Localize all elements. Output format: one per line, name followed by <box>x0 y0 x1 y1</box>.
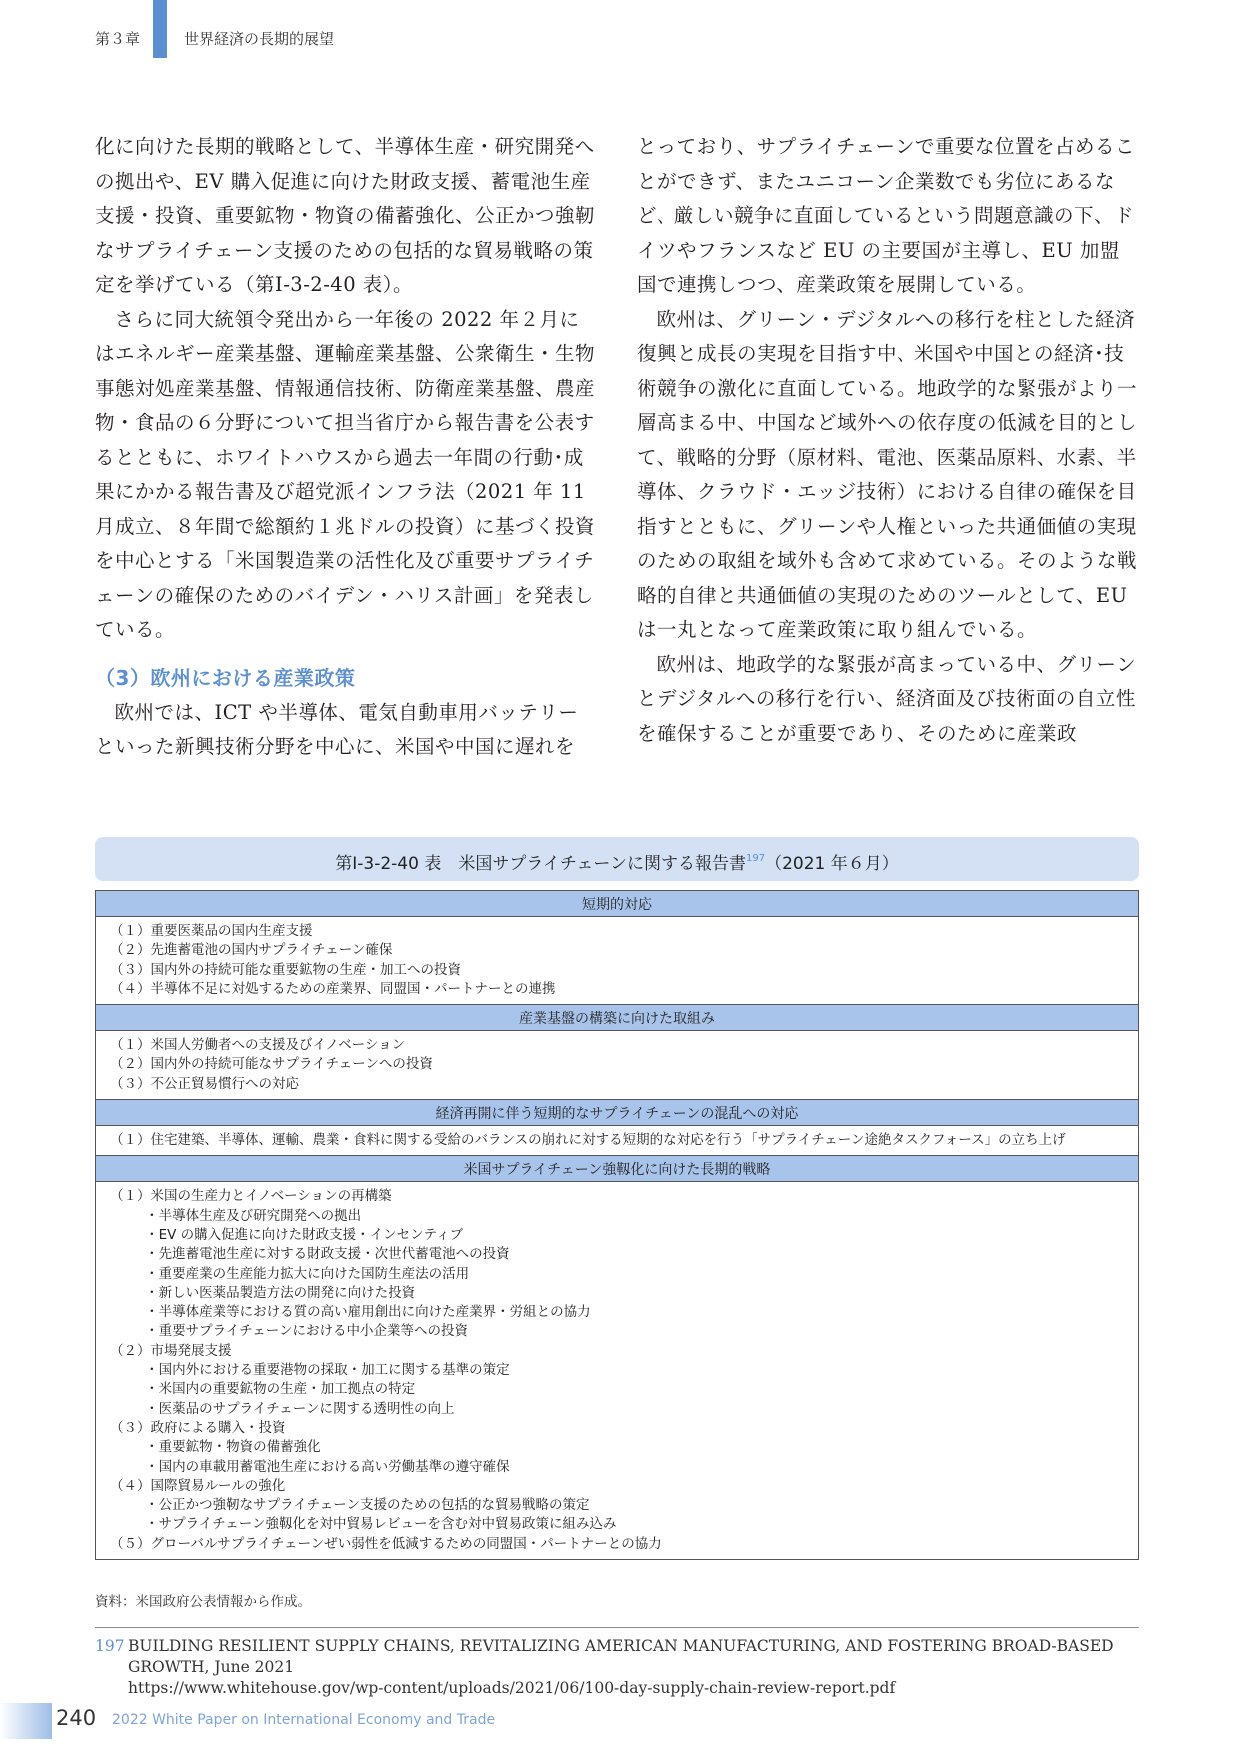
page-header <box>0 0 1241 62</box>
table-section-body <box>96 1126 1139 1156</box>
table-sub-item: ・公正かつ強靭なサプライチェーン支援のための包括的な貿易戦略の策定 <box>145 1497 590 1514</box>
page-number-band <box>0 1703 52 1739</box>
table-title <box>95 837 1139 881</box>
table-section-header: 経済再開に伴う短期的なサプライチェーンの混乱への対応 <box>96 1100 1139 1126</box>
body-column-left <box>95 130 595 765</box>
table-item: （１）重要医薬品の国内生産支援 <box>110 923 313 939</box>
chapter-title: 世界経済の長期的展望 <box>184 30 335 48</box>
table-section-header-row <box>96 891 1139 917</box>
table-sub-item: ・医薬品のサプライチェーンに関する透明性の向上 <box>145 1400 455 1417</box>
table-section-header-row <box>96 1156 1139 1182</box>
table-section-body-row <box>96 917 1139 1005</box>
table-section-body-row <box>96 1182 1139 1560</box>
table-item: （２）先進蓄電池の国内サプライチェーン確保 <box>110 942 393 959</box>
page-number: 240 <box>56 1706 97 1730</box>
body-paragraph: とっており、サプライチェーンで重要な位置を占めることができず、またユニコーン企業数でも劣位にあるなど､ 厳しい競争に直面しているという問題意識の下、ドイツやフランスなど EU の主要国が主導し、EU 加盟国で連携しつつ、産業政策を展開している。 <box>637 135 1136 296</box>
table-sub-item: ・重要鉱物・物資の備蓄強化 <box>145 1439 321 1456</box>
table-source-note: 資料：米国政府公表情報から作成。 <box>95 1594 311 1610</box>
table-title-date: （2021 年６月） <box>765 854 899 874</box>
table-sub-item: ・新しい医薬品製造方法の開発に向けた投資 <box>145 1284 416 1301</box>
body-column-right <box>637 130 1137 751</box>
table-item: （１）米国の生産力とイノベーションの再構築 <box>110 1188 392 1205</box>
table-item: （４）国際貿易ルールの強化 <box>110 1477 286 1494</box>
body-paragraph: 化に向けた長期的戦略として、半導体生産・研究開発への拠出や、EV 購入促進に向けた財政支援、蓄電池生産支援・投資、重要鉱物・物資の備蓄強化、公正かつ強靭なサプライチェーン支援のための包括的な貿易戦略の策定を挙げている（第Ⅰ-3-2-40 表）。 <box>95 135 596 296</box>
footnote-reference[interactable]: 197 <box>745 853 766 864</box>
table-section-header-row <box>96 1005 1139 1031</box>
table-section-body-row <box>96 1126 1139 1156</box>
table-sub-item: ・国内の車載用蓄電池生産における高い労働基準の遵守確保 <box>145 1458 510 1475</box>
table-sub-item: ・EV の購入促進に向けた財政支援・インセンティブ <box>145 1226 464 1243</box>
table-item: （１）住宅建築、半導体、運輸、農業・食料に関する受給のバランスの崩れに対する短期的な対応を行う「サプライチェーン途絶タスクフォース」の立ち上げ <box>110 1132 1066 1149</box>
table-sub-item: ・半導体産業等における質の高い雇用創出に向けた産業界・労組との協力 <box>145 1304 591 1321</box>
table-section-header: 米国サプライチェーン強靱化に向けた長期的戦略 <box>96 1156 1139 1182</box>
footnote-citation: BUILDING RESILIENT SUPPLY CHAINS, REVITALIZING AMERICAN MANUFACTURING, AND FOSTERING BROAD-BASED GROWTH, June 2021 <box>128 1637 1114 1676</box>
table-section-header-row <box>96 1100 1139 1126</box>
footer-title: 2022 White Paper on International Economy and Trade <box>112 1712 496 1728</box>
table-item: （１）米国人労働者への支援及びイノベーション <box>110 1037 406 1054</box>
table-sub-item: ・米国内の重要鉱物の生産・加工拠点の特定 <box>145 1381 416 1398</box>
body-paragraph: 欧州は、グリーン・デジタルへの移行を柱とした経済復興と成長の実現を目指す中､ 米国や中国との経済･技術競争の激化に直面している。地政学的な緊張がより一層高まる中、中国など域外への依存度の低減を目的として、戦略的分野（原材料、電池、医薬品原料、水素、半導体、クラウド・エッジ技術）における自律の確保を目指すとともに、グリーンや人権といった共通価値の実現のための取組を域外も含めて求めている。そのような戦略的自律と共通価値の実現のためのツールとして、EU は一丸となって産業政策に取り組んでいる。 <box>637 307 1138 641</box>
footnote-url[interactable]: https://www.whitehouse.gov/wp-content/uploads/2021/06/100-day-supply-chain-review-report.pdf <box>128 1679 896 1697</box>
table-title-text: 第Ⅰ-3-2-40 表 米国サプライチェーンに関する報告書 <box>335 854 746 874</box>
table-item: （４）半導体不足に対処するための産業界、同盟国・パートナーとの連携 <box>110 980 556 997</box>
table-sub-item: ・半導体生産及び研究開発への拠出 <box>145 1207 362 1224</box>
table-section-body <box>96 1182 1139 1560</box>
table-sub-item: ・国内外における重要港物の採取・加工に関する基準の策定 <box>145 1362 510 1379</box>
footnote-number: 197 <box>95 1637 125 1655</box>
body-paragraph: さらに同大統領令発出から一年後の 2022 年２月にはエネルギー産業基盤、運輸産業基盤、公衆衛生・生物事態対処産業基盤、情報通信技術、防衛産業基盤、農産物・食品の６分野について担当省庁から報告書を公表するとともに、ホワイトハウスから過去一年間の行動･成果にかかる報告書及び超党派インフラ法（2021 年 11 月成立、８年間で総額約１兆ドルの投資）に基づく投資を中心とする「米国製造業の活性化及び重要サプライチェーンの確保のためのバイデン・ハリス計画」を発表している。 <box>95 307 596 641</box>
table-item: （２）国内外の持続可能なサプライチェーンへの投資 <box>110 1056 433 1073</box>
table-sub-item: ・サプライチェーン強靱化を対中貿易レビューを含む対中貿易政策に組み込み <box>145 1516 617 1533</box>
section-heading: （3）欧州における産業政策 <box>95 665 356 690</box>
table-section-body <box>96 1031 1139 1100</box>
table-section-body <box>96 917 1139 1005</box>
table-item: （２）市場発展支援 <box>110 1342 232 1359</box>
table-item: （５）グローバルサプライチェーンぜい弱性を低減するための同盟国・パートナーとの協力 <box>110 1535 662 1552</box>
table-item: （３）国内外の持続可能な重要鉱物の生産・加工への投資 <box>110 961 461 978</box>
chapter-label: 第３章 <box>95 30 141 48</box>
table-sub-item: ・重要産業の生産能力拡大に向けた国防生産法の活用 <box>145 1265 470 1282</box>
table-item: （３）政府による購入・投資 <box>110 1419 286 1436</box>
table-sub-item: ・重要サプライチェーンにおける中小企業等への投資 <box>145 1323 469 1340</box>
table-section-header: 産業基盤の構築に向けた取組み <box>96 1005 1139 1031</box>
table-section-body-row <box>96 1031 1139 1100</box>
report-table <box>95 890 1139 1560</box>
body-paragraph: 欧州は、地政学的な緊張が高まっている中、グリーンとデジタルへの移行を行い、経済面及び技術面の自立性を確保することが重要であり、そのために産業政 <box>637 652 1137 745</box>
footnote <box>95 1636 1139 1699</box>
footnote-divider <box>95 1627 1139 1628</box>
chapter-accent-bar <box>153 0 167 58</box>
body-paragraph: 欧州では、ICT や半導体、電気自動車用バッテリーといった新興技術分野を中心に、米国や中国に遅れを <box>95 700 579 758</box>
table-item: （３）不公正貿易慣行への対応 <box>110 1075 299 1092</box>
table-section-header: 短期的対応 <box>96 891 1139 917</box>
table-sub-item: ・先進蓄電池生産に対する財政支援・次世代蓄電池への投資 <box>145 1246 510 1263</box>
